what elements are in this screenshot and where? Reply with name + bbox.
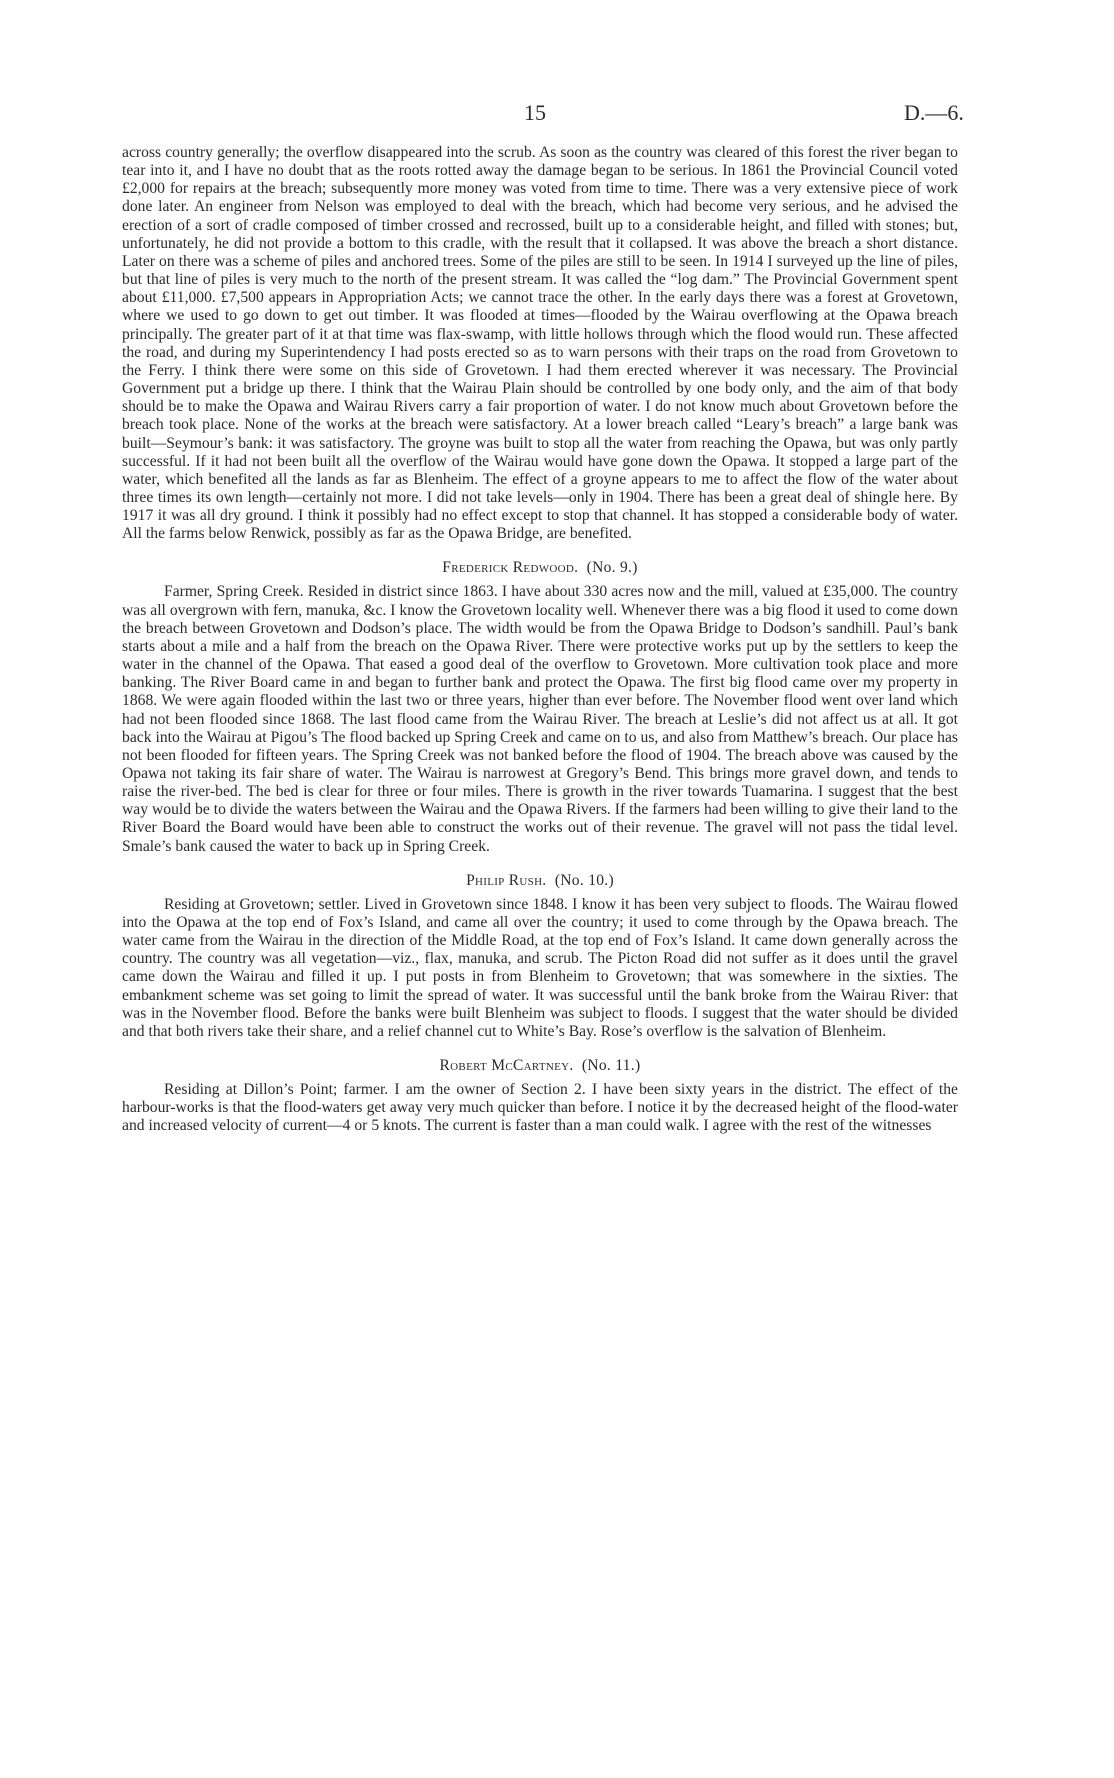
witness-testimony: Farmer, Spring Creek. Resided in district since 1863. I have about 330 acres now and the mill, valued at £35,000. The country was all overgrown with fern, manuka, &c. I know the Grovetown locality well. Whenever there was a big flood it used to come down the breach between Grovetown and Dodson’s place. The width would be from the Opawa Bridge to Dodson’s sandhill. Paul’s bank starts about a mile and a half from the breach on the Opawa River. There were protective works put up by the settlers to keep the water in the channel of the Opawa. That eased a good deal of the overflow to Grovetown. More cultivation took place and more banking. The River Board came in and began to further bank and protect the Opawa. The first big flood came over my property in 1868. We were again flooded within the last two or three years, higher than ever before. The November flood went over land which had not been flooded since 1868. The last flood came from the Wairau River. The breach at Leslie’s did not affect us at all. It got back into the Wairau at Pigou’s The flood backed up Spring Creek and came on to us, and also from Matthew’s breach. Our place has not been flooded for fifteen years. The Spring Creek was not banked before the flood of 1904. The breach above was caused by the Opawa not taking its fair share of water. The Wairau is narrowest at Gregory’s Bend. This brings more gravel down, and tends to raise the river-bed. The bed is clear for three or four miles. There is growth in the river towards Tuamarina. I suggest that the best way would be to divide the waters between the Wairau and the Opawa Rivers. If the farmers had been willing to give their land to the River Board the Board would have been able to construct the works out of their revenue. The gravel will not pass the tidal level. Smale’s bank caused the water to back up in Spring Creek. <box>122 583 958 855</box>
witness-heading <box>122 872 958 890</box>
document-reference: D.—6. <box>904 100 964 125</box>
witness-name: Robert McCartney. <box>439 1057 574 1075</box>
page-header <box>0 100 1114 130</box>
witness-number: (No. 10.) <box>554 871 614 889</box>
page-body <box>122 144 958 1136</box>
witness-heading <box>122 1057 958 1075</box>
witness-number: (No. 11.) <box>581 1057 641 1075</box>
continued-testimony-paragraph: across country generally; the overflow disappeared into the scrub. As soon as the country was cleared of this forest the river began to tear into it, and I have no doubt that as the roots rotted away the damage began to be serious. In 1861 the Provincial Council voted £2,000 for repairs at the breach; subsequently more money was voted from time to time. There was a very extensive piece of work done later. An engineer from Nelson was employed to deal with the breach, which had become very serious, and he advised the erection of a sort of cradle composed of timber crossed and recrossed, built up to a considerable height, and filled with stones; but, unfortunately, he did not provide a bottom to this cradle, with the result that it collapsed. It was above the breach a short distance. Later on there was a scheme of piles and anchored trees. Some of the piles are still to be seen. In 1914 I surveyed up the line of piles, but that line of piles is very much to the north of the present stream. It was called the “log dam.” The Provincial Government spent about £11,000. £7,500 appears in Appropriation Acts; we cannot trace the other. In the early days there was a forest at Grovetown, where we used to go down to get out timber. It was flooded at times—flooded by the Wairau overflowing at the Opawa breach principally. The greater part of it at that time was flax-swamp, with little hollows through which the flood would run. These affected the road, and during my Superintendency I had posts erected so as to warn persons with their traps on the road from Grovetown to the Ferry. I think there were some on this side of Grovetown. I had them erected wherever it was necessary. The Provincial Government put a bridge up there. I think that the Wairau Plain should be controlled by one body only, and the aim of that body should be to make the Opawa and Wairau Rivers carry a fair proportion of water. I do not know much about Grovetown before the breach took place. None of the works at the breach were satisfactory. At a lower breach called “Leary’s breach” a large bank was built—Seymour’s bank: it was satisfactory. The groyne was built to stop all the water from reaching the Opawa, but was only partly successful. If it had not been built all the overflow of the Wairau would have gone down the Opawa. It stopped a large part of the water, which benefited all the lands as far as Blenheim. The effect of a groyne appears to me to affect the flow of the water about three times its own length—certainly not more. I did not take levels—only in 1904. There has been a great deal of shingle here. By 1917 it was all dry ground. I think it possibly had no effect except to stop that channel. It has stopped a considerable body of water. All the farms below Renwick, possibly as far as the Opawa Bridge, are benefited. <box>122 144 958 543</box>
witness-number: (No. 9.) <box>586 559 638 577</box>
witness-testimony: Residing at Grovetown; settler. Lived in Grovetown since 1848. I know it has been very subject to floods. The Wairau flowed into the Opawa at the top end of Fox’s Island, and came all over the country; it used to come through by the Opawa breach. The water came from the Wairau in the direction of the Middle Road, at the top end of Fox’s Island. It came down generally across the country. The country was all vegetation—viz., flax, manuka, and scrub. The Picton Road did not suffer as it does until the gravel came down the Wairau and filled it up. I put posts in from Blenheim to Grovetown; that was somewhere in the sixties. The embankment scheme was set going to limit the spread of water. It was successful until the bank broke from the Wairau River: that was in the November flood. Before the banks were built Blenheim was subject to floods. I suggest that the water should be divided and that both rivers take their share, and a relief channel cut to White’s Bay. Rose’s overflow is the salvation of Blenheim. <box>122 895 958 1040</box>
witness-name: Frederick Redwood. <box>442 559 579 577</box>
page-number: 15 <box>524 100 546 125</box>
witness-testimony: Residing at Dillon’s Point; farmer. I am the owner of Section 2. I have been sixty years in the district. The effect of the harbour-works is that the flood-waters get away very much quicker than before. I notice it by the decreased height of the flood-water and increased velocity of current—4 or 5 knots. The current is faster than a man could walk. I agree with the rest of the witnesses <box>122 1081 958 1135</box>
witness-name: Philip Rush. <box>466 871 547 889</box>
witness-heading <box>122 559 958 577</box>
